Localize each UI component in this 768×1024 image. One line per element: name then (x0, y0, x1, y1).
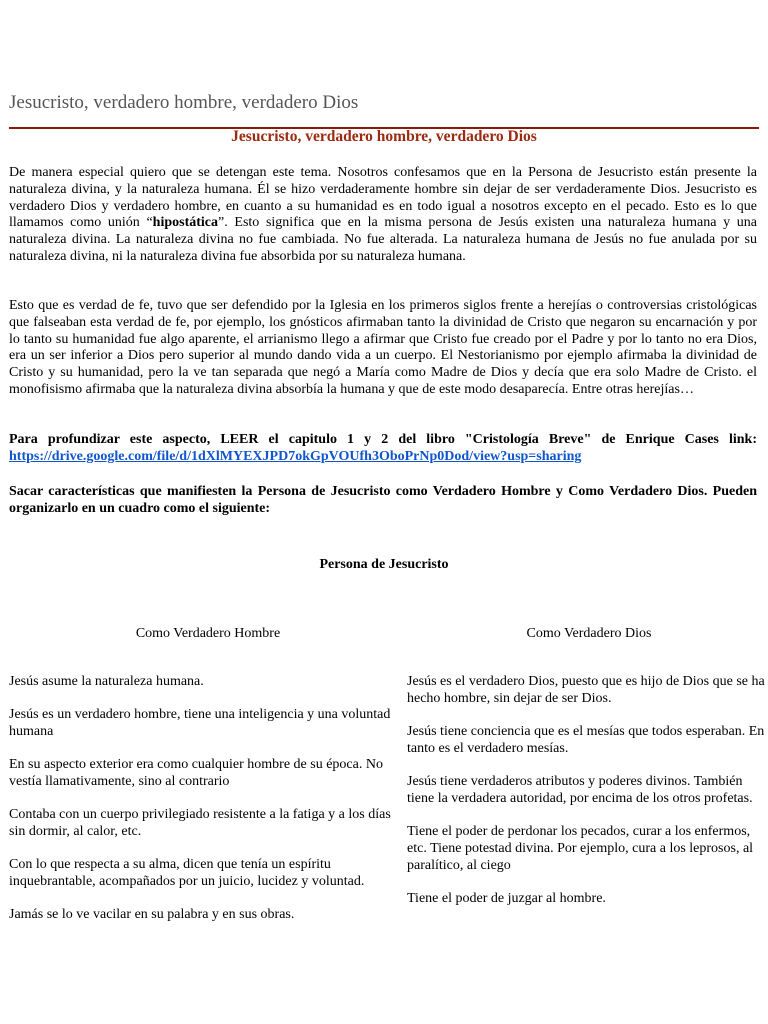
hombre-item: Jamás se lo ve vacilar en su palabra y en sus obras. (9, 907, 295, 922)
p1-text-a: De manera especial quiero que se detengan este tema. Nosotros confesamos que en la Persona de Jesucristo están presente la naturaleza divina, y la naturaleza humana. Él se hizo verdaderamente hombre sin dejar de ser verdaderamente Dios. Jesucristo es verdadero Dios y verdadero hombre, en cuanto a su humanidad es en todo igual a nosotros excepto en el pecado. Esto es lo que llamamos como unión “ (9, 165, 757, 231)
section-title: Jesucristo, verdadero hombre, verdadero Dios (231, 128, 537, 145)
column-hombre (9, 673, 405, 939)
table-title: Persona de Jesucristo (319, 557, 449, 572)
column-header-dios: Como Verdadero Dios (526, 626, 652, 641)
dios-item: Jesús tiene conciencia que es el mesías que todos esperaban. En tanto es el verdadero mesías. (407, 724, 765, 756)
column-dios (407, 673, 768, 923)
p3-text: Para profundizar este aspecto, LEER el capitulo 1 y 2 del libro "Cristología Breve" de Enrique Cases link: (9, 432, 757, 447)
dios-item: Tiene el poder de perdonar los pecados, curar a los enfermos, etc. Tiene potestad divina. Por ejemplo, cura a los leprosos, al paralítico, al ciego (407, 824, 754, 873)
paragraph-reading-assignment (9, 432, 757, 466)
hombre-item: En su aspecto exterior era como cualquier hombre de su época. No vestía llamativamente, sino al contrario (9, 757, 383, 789)
hombre-item: Con lo que respecta a su alma, dicen que tenía un espíritu inquebrantable, acompañados por un juicio, lucidez y voluntad. (9, 857, 365, 889)
page-title: Jesucristo, verdadero hombre, verdadero Dios (9, 92, 359, 113)
hombre-item: Jesús asume la naturaleza humana. (9, 674, 204, 689)
paragraph-instructions: Sacar características que manifiesten la Persona de Jesucristo como Verdadero Hombre y Como Verdadero Dios. Pueden organizarlo en un cuadro como el siguiente: (9, 484, 757, 516)
p1-bold-term: hipostática (152, 215, 219, 231)
drive-link[interactable]: https://drive.google.com/file/d/1dXlMYEXJPD7okGpVOUfh3OboPrNp0Dod/view?usp=sharing (9, 448, 582, 464)
dios-item: Tiene el poder de juzgar al hombre. (407, 891, 606, 906)
paragraph-union-hipostatica (9, 165, 757, 266)
column-header-hombre: Como Verdadero Hombre (135, 626, 281, 641)
p1-text-b: ”. Esto significa que en la misma persona de Jesús existen una naturaleza humana y una naturaleza divina. La naturaleza divina no fue cambiada. No fue alterada. La naturaleza humana de Jesús no fue anulada por su naturaleza divina, ni la naturaleza divina fue absorbida por su naturaleza humana. (9, 215, 757, 264)
paragraph-herejias: Esto que es verdad de fe, tuvo que ser defendido por la Iglesia en los primeros siglos frente a herejías o controversias cristológicas que falseaban esta verdad de fe, por ejemplo, los gnósticos afirmaban tanto la divinidad de Cristo que negaron su encarnación y por lo tanto su humanidad fue algo aparente, el arrianismo llego a afirmar que Cristo fue creado por el Padre y por lo tanto no era Dios, era un ser inferior a Dios pero superior al mundo dando vida a un cuerpo. El Nestorianismo por ejemplo afirmaba la divinidad de Cristo y su humanidad, pero la ve tan separada que negó a María como Madre de Dios y decía que era solo Madre de Cristo. el monofisismo afirmaba que la naturaleza divina absorbía la humana y que de este modo desaparecía. Entre otras herejías… (9, 298, 757, 397)
hombre-item: Jesús es un verdadero hombre, tiene una inteligencia y una voluntad humana (9, 707, 391, 739)
dios-item: Jesús es el verdadero Dios, puesto que es hijo de Dios que se ha hecho hombre, sin dejar de ser Dios. (407, 674, 765, 706)
dios-item: Jesús tiene verdaderos atributos y poderes divinos. También tiene la verdadera autoridad, por encima de los otros profetas. (407, 774, 753, 806)
hombre-item: Contaba con un cuerpo privilegiado resistente a la fatiga y a los días sin dormir, al calor, etc. (9, 807, 391, 839)
